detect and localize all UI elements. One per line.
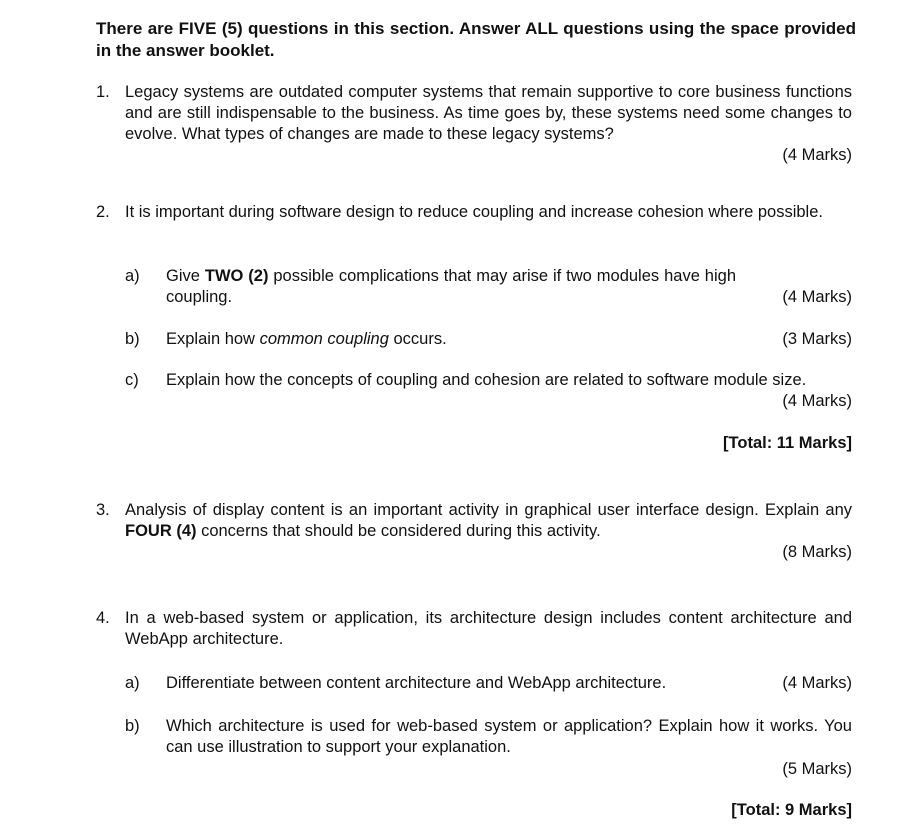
question-text: It is important during software design to reduce coupling and increase cohesion where possible. [125,203,823,221]
question-4a [125,673,852,694]
question-4 [96,608,852,650]
question-number: 2. [96,203,110,221]
subquestion-text: Differentiate between content architecture and WebApp architecture. [166,674,667,692]
text-run: Give [166,267,205,285]
question-2a [125,266,852,308]
subquestion-label: a) [125,674,140,692]
subquestion-label: b) [125,717,140,735]
text-run: occurs. [388,330,447,348]
marks-label: (4 Marks) [782,146,852,164]
subquestion-text [166,329,736,350]
section-instructions: There are FIVE (5) questions in this section. Answer ALL questions using the space provided in the answer booklet. [96,19,856,60]
marks-label: (4 Marks) [782,392,852,410]
question-number: 4. [96,609,110,627]
question-number: 3. [96,501,110,519]
subquestion-label: a) [125,267,140,285]
question-number: 1. [96,83,110,101]
text-run: concerns that should be considered during this activity. [196,522,601,540]
total-marks: [Total: 11 Marks] [723,434,852,452]
text-run: Explain how [166,330,260,348]
text-run-bold: TWO (2) [204,267,269,285]
text-run: possible complications that may arise if two modules have high coupling. [166,267,736,306]
subquestion-label: b) [125,330,140,348]
question-2b [125,329,852,350]
text-run: Analysis of display content is an important activity in graphical user interface design. Explain any [125,501,852,519]
question-text: Legacy systems are outdated computer systems that remain supportive to core business functions and are still indispensable to the business. As time goes by, these systems need some changes to evolve. What types of changes are made to these legacy systems? [125,83,852,143]
question-2 [96,202,852,223]
question-4b [125,716,852,778]
marks-label: (4 Marks) [782,288,852,306]
subquestion-label: c) [125,371,139,389]
subquestion-text [166,266,736,308]
question-3 [96,500,852,561]
subquestion-text: Explain how the concepts of coupling and cohesion are related to software module size. [166,371,807,389]
question-text: In a web-based system or application, its architecture design includes content architecture and WebApp architecture. [125,609,852,648]
text-run-italic: common coupling [259,330,389,348]
marks-label: (4 Marks) [782,674,852,692]
marks-label: (3 Marks) [782,330,852,348]
marks-label: (5 Marks) [782,760,852,778]
question-2c [125,370,852,410]
marks-label: (8 Marks) [782,543,852,561]
subquestion-text: Which architecture is used for web-based system or application? Explain how it works. You can use illustration to support your explanation. [166,717,852,756]
total-marks: [Total: 9 Marks] [731,801,852,819]
question-1 [96,82,852,164]
text-run-bold: FOUR (4) [125,522,197,540]
question-text [125,500,852,542]
